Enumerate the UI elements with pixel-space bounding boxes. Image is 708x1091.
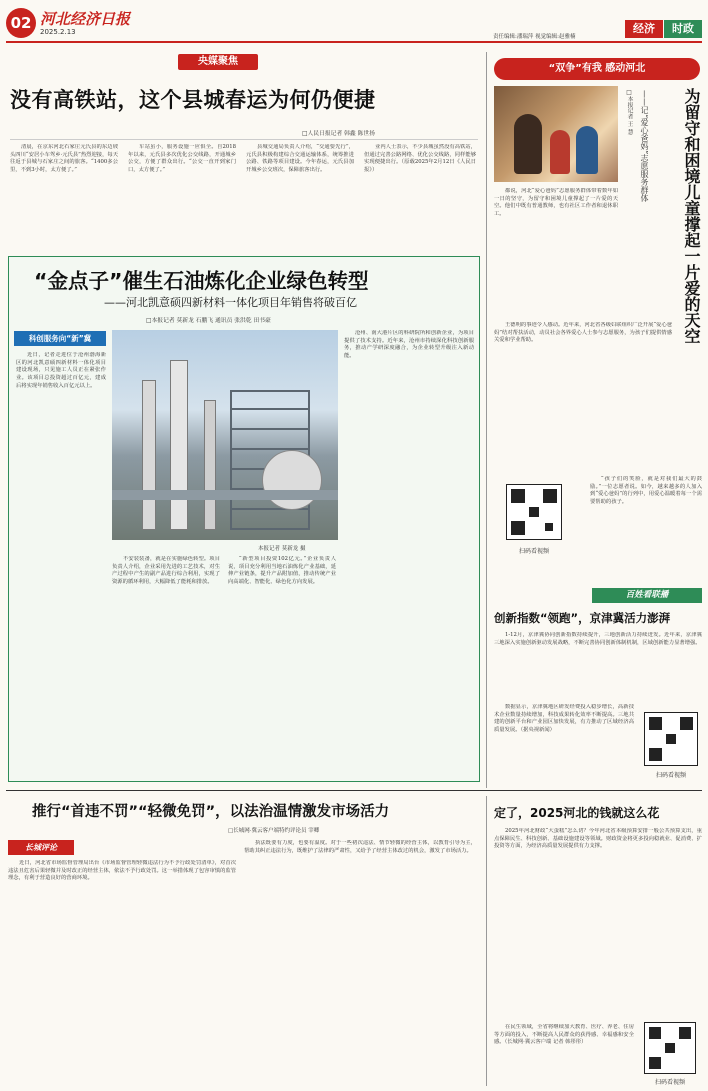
feature-headline: “金点子”催生石油炼化企业绿色转型 [34, 269, 369, 293]
section-tag-economy: 经济 [625, 20, 663, 38]
feature-photo [112, 330, 338, 540]
lead-column-1: 清晨，在京东河北石家庄元氏县的东边坡头四川“安居小车驾乡·元氏县”热烈迎接，每天往返于县城与石家庄之间的旅客。“1400多公里，不到3小时，太方便了。” [10, 144, 118, 174]
lead-divider [10, 139, 478, 140]
lead-column-3: 县城交通局负责人介绍，“交通要先行”，元氏县积极构建综合交通运输体系，统筹推进公路、铁路等项目建设。今年春运，元氏县加开城乡公交班次，保障旅客出行。 [246, 144, 354, 174]
budget-qr-code[interactable] [644, 1022, 696, 1074]
feature-byline: □本报记者 莫新龙 石鹏飞 通讯员 张洪乾 田书豪 [146, 318, 271, 324]
feature-subhead: ——河北凯意硕四新材料一体化项目年销售将破百亿 [104, 296, 357, 309]
sidebar-column-3: “孩子们的笑脸，就是对我们最大的鼓励。”一位志愿者说。如今，越来越多的人加入到“爱心爸妈”的行列中，用爱心温暖着每一个需要帮助的孩子。 [590, 476, 702, 506]
budget-headline: 定了，2025河北的钱就这么花 [494, 806, 660, 820]
commentary-column-1: 近日，河北省市场监督管理局出台《市场监督管理轻微违法行为不予行政处罚清单》，对首次违法且危害后果轻微并及时改正的经营主体，依法不予行政处罚。这一举措体现了包容审慎的监管理念，有利于营造良好的营商环境。 [8, 860, 236, 882]
baixing-banner: 百姓看联播 [592, 588, 702, 603]
feature-column-4: 沧州、南大港片区的科研院所和创新企业，为项目提供了技术支持。近年来，沧州市持续深化科技创新服务，推动产学研深度融合，为企业转型升级注入新动能。 [344, 330, 474, 360]
section-tag-current: 时政 [664, 20, 702, 38]
sidebar-photo [494, 86, 618, 182]
feature-photo-caption: 本报记者 莫新龙 摄 [258, 546, 306, 552]
lead-column-4: 业内人士表示，不少县城虽然没有高铁站，但通过完善公路网络、优化公交线路，同样能够实现便捷出行。（原载2025年2月12日《人民日报》） [364, 144, 476, 174]
baixing-qr-code[interactable] [644, 712, 698, 766]
sidebar-qr-code[interactable] [506, 484, 562, 540]
lead-column-2: 车站虽小，服务设施一应俱全。自2018年以来，元氏县多次优化公交线路，开通城乡公交，方便了群众出行。“公交一直开到家门口，太方便了。” [128, 144, 236, 174]
refinery-tower-1 [142, 380, 156, 530]
photo-figure-adult [514, 114, 542, 174]
feature-section-tag: 科创服务向“新”冀 [14, 331, 106, 346]
feature-column-3: “新型项目投资102亿元。”企业负责人说，项目充分利用当地石油炼化产业基础，延伸产业链条，提升产品附加值，推动传统产业向高端化、智能化、绿色化方向发展。 [228, 556, 336, 586]
bottom-right-divider [486, 796, 487, 1086]
commentary-headline: 推行“首违不罚”“轻微免罚”，以法治温情激发市场活力 [32, 804, 390, 820]
sidebar-column-1: 都说，河北“爱心爸妈”志愿服务群体带着数年如一日的坚守，为留守和困境儿童撑起了一片爱的天空。他们中既有普通教师，也有社区工作者和退休职工。 [494, 188, 618, 218]
baixing-qr-caption: 扫码看视频 [655, 772, 686, 779]
commentary-tag: 长城评论 [8, 840, 74, 855]
feature-column-2: 不安装装备，就是在实施绿色转型。项目负责人介绍，企业采用先进的工艺技术，对生产过程中产生的副产品进行综合利用，实现了资源的循环利用，大幅降低了能耗和排放。 [112, 556, 220, 586]
lead-headline: 没有高铁站，这个县城春运为何仍便捷 [10, 88, 376, 112]
baixing-column-2: 数据显示，京津冀地区研发经费投入稳步增长，高新技术企业数量持续增加，科技成果转化效率不断提高。三地共建的创新平台和产业园区加快发展，有力推动了区域经济高质量发展。（据央视新闻） [494, 704, 634, 734]
sidebar-qr-caption: 扫码看视频 [518, 548, 549, 555]
sidebar-divider [486, 52, 487, 788]
sidebar-banner: “双争”有我 感动河北 [494, 58, 700, 80]
feature-column-1: 近日，记者走进位于沧州渤海新区的河北凯意硕四新材料一体化项目建设现场，只见施工人员正在紧张作业。该项目总投资超过百亿元，建成后将实现年销售收入百亿元以上。 [16, 352, 106, 389]
sidebar-headline: 为留守和困境儿童撑起一片爱的天空 [682, 88, 701, 344]
masthead [0, 0, 708, 44]
sidebar-column-2: 王德明的事迹令人感动。近年来，河北省各级妇联组织广泛开展“爱心爸妈”结对帮扶活动，动员社会各界爱心人士参与志愿服务，为孩子们提供情感关爱和学业帮助。 [494, 322, 672, 344]
issue-date: 2025.2.13 [40, 28, 76, 36]
refinery-tower-3 [204, 400, 216, 530]
refinery-pipes [112, 490, 338, 500]
masthead-rule [6, 41, 702, 43]
sidebar-byline: □本报记者 王 慧 [626, 90, 632, 135]
sidebar-subhead: ——记“爱心爸妈”志愿服务群体 [640, 90, 649, 203]
paper-name: 河北经济日报 [40, 10, 131, 28]
commentary-byline: □长城网·冀云客户端特约评论员 宰卿 [228, 828, 320, 834]
page-number: 02 [6, 8, 36, 38]
budget-qr-caption: 扫码看视频 [654, 1079, 685, 1086]
refinery-tower-2 [170, 360, 188, 530]
baixing-headline: 创新指数“领跑”，京津冀活力澎湃 [494, 611, 671, 625]
lead-byline: □人民日报记者 韩鑫 陈世扬 [302, 131, 375, 137]
bottom-divider [6, 790, 702, 791]
refinery-tank [262, 450, 322, 510]
lead-section-banner: 央媒聚焦 [178, 54, 258, 70]
budget-column-1: 2025年河北财政“大蛋糕”怎么切？今年河北省本级预算安排一般公共预算支出，重点保障民生、科技创新、基础设施建设等领域。财政资金将更多投向稳就业、促消费、扩投资等方面，为经济高质量发展提供有力支撑。 [494, 828, 702, 850]
commentary-column-2: 执法既要有力度，也要有温度。对于一些初次违法、情节轻微的经营主体，以教育引导为主，帮助其纠正违法行为，既维护了法律的严肃性，又给予了经营主体改过的机会，激发了市场活力。 [244, 840, 476, 854]
photo-figure-child-1 [550, 130, 570, 174]
budget-column-2: 在民生领域，全省将继续加大教育、医疗、养老、住房等方面的投入，不断提高人民群众的获得感、幸福感和安全感。（长城网·冀云客户端 记者 韩彤彤） [494, 1024, 634, 1046]
baixing-column-1: 1-12月，京津冀协同创新指数持续提升，三地创新活力持续迸发。近年来，京津冀三地深入实施创新驱动发展战略，不断完善协同创新体制机制，区域创新能力显著增强。 [494, 632, 702, 646]
photo-figure-child-2 [576, 126, 598, 174]
masthead-editors: 责任编辑:潘瑞萍 视觉编辑:赵雅楠 [493, 34, 576, 40]
